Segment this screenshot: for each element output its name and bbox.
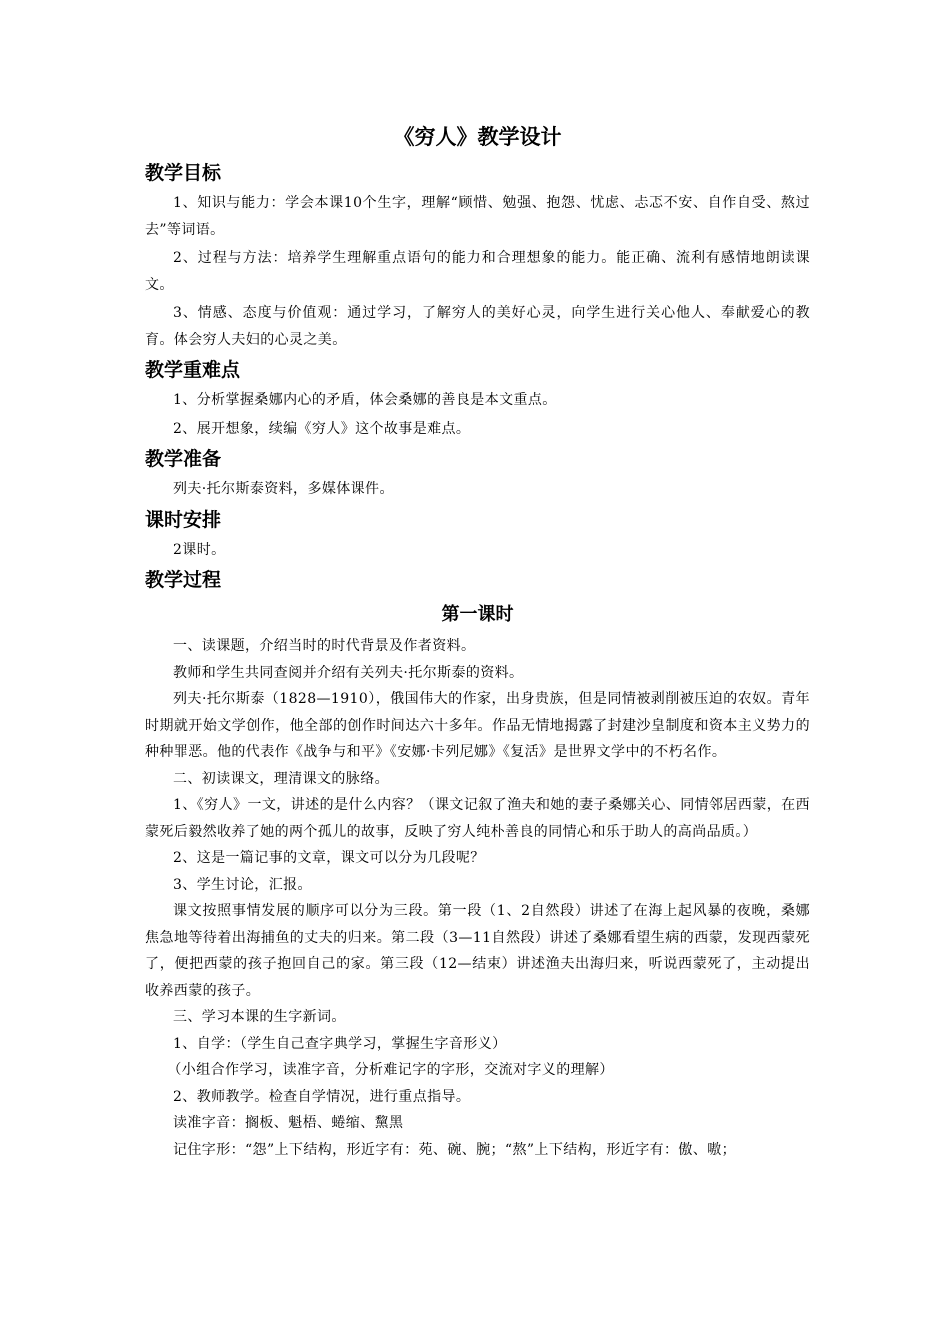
process-item: （小组合作学习，读准字音，分析难记字的字形，交流对字义的理解） [167,1062,614,1078]
process-item: 记住字形：“怨”上下结构，形近字有：苑、碗、腕；“熬”上下结构，形近字有：傲、嗷； [173,1141,737,1158]
document-page [145,118,810,1163]
process-item: 1、自学：（学生自己查字典学习，掌握生字音形义） [173,1035,507,1052]
section-heading-process: 教学过程 [145,569,222,591]
goal-item: 3、情感、态度与价值观：通过学习，了解穷人的美好心灵，向学生进行关心他人、奉献爱心的教育。体会穷人夫妇的心灵之美。 [145,305,810,348]
goal-item: 1、知识与能力：学会本课10个生字，理解“顾惜、勉强、抱怨、忧虑、忐忑不安、自作自受、熬过去”等词语。 [145,195,810,238]
process-item: 列夫·托尔斯泰（1828—1910），俄国伟大的作家，出身贵族，但是同情被剥削被压迫的农奴。青年时期就开始文学创作，他全部的创作时间达六十多年。作品无情地揭露了封建沙皇制度和资本主义势力的种种罪恶。他的代表作《战争与和平》《安娜·卡列尼娜》《复活》是世界文学中的不朽名作。 [145,691,810,760]
key-point-item: 2、展开想象，续编《穷人》这个故事是难点。 [173,420,471,437]
process-item: 教师和学生共同查阅并介绍有关列夫·托尔斯泰的资料。 [173,664,524,681]
process-item: 3、学生讨论，汇报。 [173,876,312,893]
key-point-item: 1、分析掌握桑娜内心的矛盾，体会桑娜的善良是本文重点。 [173,392,557,408]
schedule-item: 2课时。 [173,541,226,558]
section-heading-preparation: 教学准备 [145,448,222,470]
process-item: 一、读课题，介绍当时的时代背景及作者资料。 [173,638,476,654]
process-item: 2、这是一篇记事的文章，课文可以分为几段呢？ [173,850,485,866]
process-item: 三、学习本课的生字新词。 [173,1009,346,1025]
section-heading-goals: 教学目标 [145,162,222,184]
process-item: 1、《穷人》一文，讲述的是什么内容？（课文记叙了渔夫和她的妻子桑娜关心、同情邻居西蒙，在西蒙死后毅然收养了她的两个孤儿的故事，反映了穷人纯朴善良的同情心和乐于助人的高尚品质。） [145,797,810,840]
section-heading-key-points: 教学重难点 [145,359,241,381]
process-item: 读准字音：搁板、魁梧、蜷缩、黧黑 [173,1115,404,1131]
process-item: 二、初读课文，理清课文的脉络。 [173,770,389,787]
lesson-heading: 第一课时 [441,604,514,625]
preparation-item: 列夫·托尔斯泰资料，多媒体课件。 [173,481,394,497]
process-item: 2、教师教学。检查自学情况，进行重点指导。 [173,1088,471,1105]
goal-item: 2、过程与方法：培养学生理解重点语句的能力和合理想象的能力。能正确、流利有感情地朗读课文。 [145,250,810,293]
document-title: 《穷人》教学设计 [393,125,562,149]
process-item: 课文按照事情发展的顺序可以分为三段。第一段（1、2自然段）讲述了在海上起风暴的夜晚，桑娜焦急地等待着出海捕鱼的丈夫的归来。第二段（3—11自然段）讲述了桑娜看望生病的西蒙，发现西蒙死了，便把西蒙的孩子抱回自己的家。第三段（12—结束）讲述渔夫出海归来，听说西蒙死了，主动提出收养西蒙的孩子。 [145,903,810,999]
section-heading-schedule: 课时安排 [145,508,222,531]
